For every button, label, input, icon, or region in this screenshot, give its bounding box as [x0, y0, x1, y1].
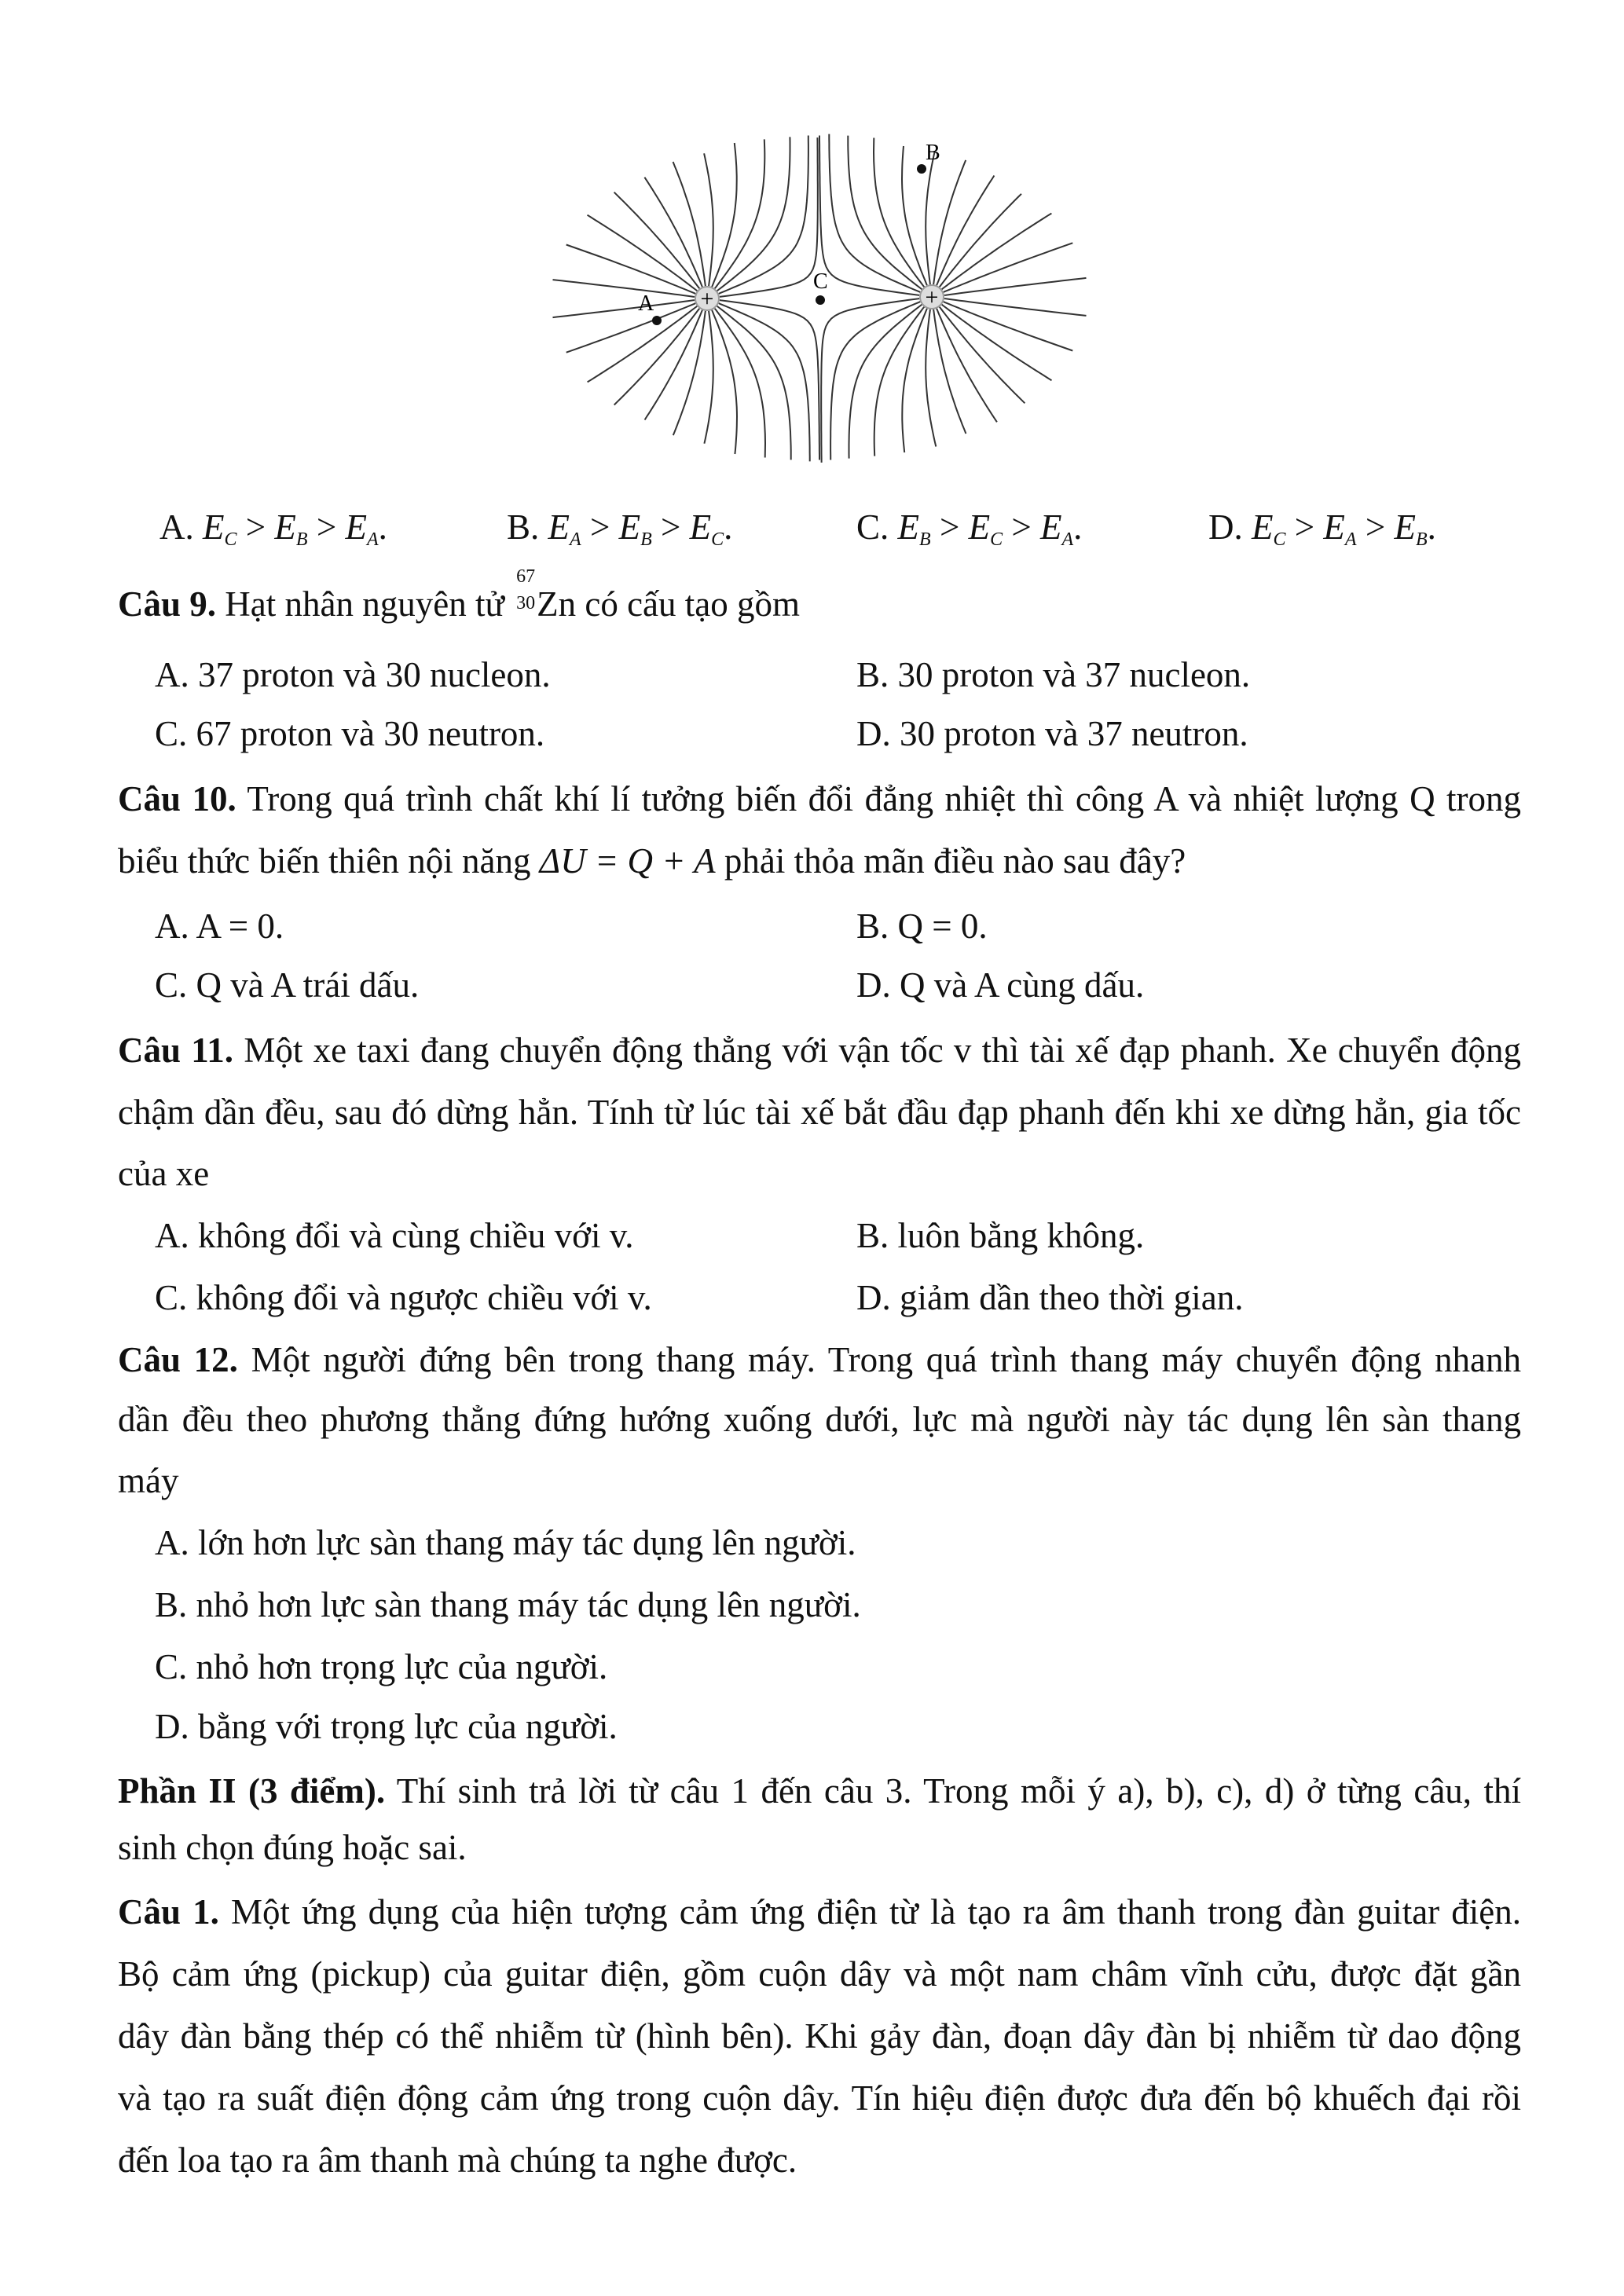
q10-option-c[interactable]: C. Q và A trái dấu. [155, 965, 420, 1005]
field-line [933, 160, 966, 284]
field-line [944, 302, 1073, 350]
field-line [553, 280, 695, 297]
point-a-label: A [638, 291, 654, 316]
field-line [553, 300, 695, 317]
q9-option-c[interactable]: C. 67 proton và 30 neutron. [155, 714, 545, 753]
field-line [588, 306, 698, 383]
q11-stem-line3: của xe [118, 1154, 210, 1193]
field-line [719, 303, 810, 461]
q12-option-a[interactable]: A. lớn hơn lực sàn thang máy tác dụng lên người. [155, 1523, 856, 1562]
field-line [712, 310, 737, 454]
field-line [717, 137, 790, 291]
field-line [902, 309, 927, 452]
field-line [944, 278, 1087, 295]
p2q1-line3: dây đàn bằng thép có thể nhiễm từ (hình bên). Khi gảy đàn, đoạn dây đàn bị nhiễm từ dao động [118, 2016, 1521, 2056]
field-line [933, 309, 966, 434]
q8-option-a[interactable]: A. $E_C > E_B > E_A$. [159, 507, 387, 550]
point-a-dot [652, 316, 662, 325]
field-line [715, 139, 765, 288]
field-line [588, 215, 698, 291]
q11-option-a[interactable]: A. không đổi và cùng chiều với v. [155, 1216, 634, 1255]
p2q1-line4: và tạo ra suất điện động cảm ứng trong cuộn dây. Tín hiệu điện được đưa đến bộ khuếch đại rồi [118, 2078, 1521, 2118]
field-line [712, 143, 737, 287]
q11-option-d[interactable]: D. giảm dần theo thời gian. [856, 1278, 1244, 1317]
q11-option-b[interactable]: B. luôn bằng không. [856, 1216, 1145, 1255]
field-line [830, 302, 920, 460]
part2-heading-line2: sinh chọn đúng hoặc sai. [118, 1828, 467, 1867]
field-line [942, 214, 1052, 290]
field-line [704, 311, 713, 444]
field-line [848, 136, 922, 290]
q10-stem-line2: biểu thức biến thiên nội năng ΔU = Q + A phải thỏa mãn điều nào sau đây? [118, 841, 1186, 881]
q12-stem-line3: máy [118, 1461, 179, 1500]
q8-option-b[interactable]: B. $E_A > E_B > E_C$. [507, 507, 733, 550]
q9-option-b[interactable]: B. 30 proton và 37 nucleon. [856, 655, 1251, 694]
q11-stem-line2: chậm dần đều, sau đó dừng hẳn. Tính từ lúc tài xế bắt đầu đạp phanh đến khi xe dừng hẳn, gia tốc [118, 1093, 1521, 1132]
point-b-label: B [926, 141, 940, 165]
charge-left [695, 286, 719, 312]
q10-option-b[interactable]: B. Q = 0. [856, 906, 988, 946]
q11-stem-line1: Câu 11. Một xe taxi đang chuyển động thẳng với vận tốc v thì tài xế đạp phanh. Xe chuyển động [118, 1031, 1522, 1070]
svg-text:+: + [925, 284, 939, 310]
p2q1-line1: Câu 1. Một ứng dụng của hiện tượng cảm ứng điện từ là tạo ra âm thanh trong đàn guitar điện. [118, 1892, 1521, 1932]
field-line [874, 138, 924, 287]
point-b-dot [917, 164, 926, 174]
field-line [673, 311, 706, 435]
field-line [719, 136, 808, 294]
field-line [829, 134, 920, 292]
formula: ΔU = Q + A [539, 841, 716, 881]
q12-stem-line1: Câu 12. Một người đứng bên trong thang máy. Trong quá trình thang máy chuyển động nhanh [118, 1340, 1521, 1379]
point-c-label: C [813, 269, 828, 294]
p2q1-line2: Bộ cảm ứng (pickup) của guitar điện, gồm cuộn dây và một nam châm vĩnh cửu, được đặt gần [118, 1954, 1521, 1994]
field-line [849, 305, 922, 459]
field-line [717, 306, 791, 460]
field-lines-figure [534, 122, 1108, 475]
isotope-notation: 67 30 [516, 566, 536, 613]
q12-option-b[interactable]: B. nhỏ hơn lực sàn thang máy tác dụng lên người. [155, 1585, 861, 1624]
point-c-dot [816, 295, 825, 305]
field-line [926, 309, 936, 447]
q12-option-d[interactable]: D. bằng với trọng lực của người. [155, 1707, 618, 1746]
q8-option-c[interactable]: C. $E_B > E_C > E_A$. [856, 507, 1083, 550]
part2-heading-line1: Phần II (3 điểm). Thí sinh trả lời từ câu 1 đến câu 3. Trong mỗi ý a), b), c), d) ở từng câu, thí [118, 1771, 1522, 1811]
charge-right [920, 284, 944, 310]
q11-option-c[interactable]: C. không đổi và ngược chiều với v. [155, 1278, 652, 1317]
p2q1-line5: đến loa tạo ra âm thanh mà chúng ta nghe được. [118, 2140, 797, 2180]
q8-option-d[interactable]: D. $E_C > E_A > E_B$. [1208, 507, 1436, 550]
field-line [944, 243, 1073, 292]
field-line [704, 153, 713, 286]
svg-text:+: + [700, 286, 714, 312]
q10-option-d[interactable]: D. Q và A cùng dấu. [856, 965, 1145, 1005]
field-line [942, 305, 1052, 381]
field-line [566, 245, 696, 294]
field-line [944, 298, 1087, 316]
q10-option-a[interactable]: A. A = 0. [155, 906, 284, 946]
q9-option-a[interactable]: A. 37 proton và 30 nucleon. [155, 655, 551, 694]
q12-stem-line2: dần đều theo phương thẳng đứng hướng xuống dưới, lực mà người này tác dụng lên sàn thang [118, 1400, 1521, 1439]
field-line [715, 309, 765, 458]
field-line [926, 152, 934, 284]
q9-stem: Câu 9. Hạt nhân nguyên tử 67 30 Zn có cấu tạo gồm [118, 566, 800, 624]
q12-option-c[interactable]: C. nhỏ hơn trọng lực của người. [155, 1647, 608, 1686]
field-line [566, 303, 696, 353]
q9-option-d[interactable]: D. 30 proton và 37 neutron. [856, 714, 1248, 753]
field-line [874, 307, 925, 456]
field-line [673, 162, 706, 286]
q10-stem-line1: Câu 10. Trong quá trình chất khí lí tưởng biến đổi đẳng nhiệt thì công A và nhiệt lượng Q trong [118, 779, 1521, 818]
